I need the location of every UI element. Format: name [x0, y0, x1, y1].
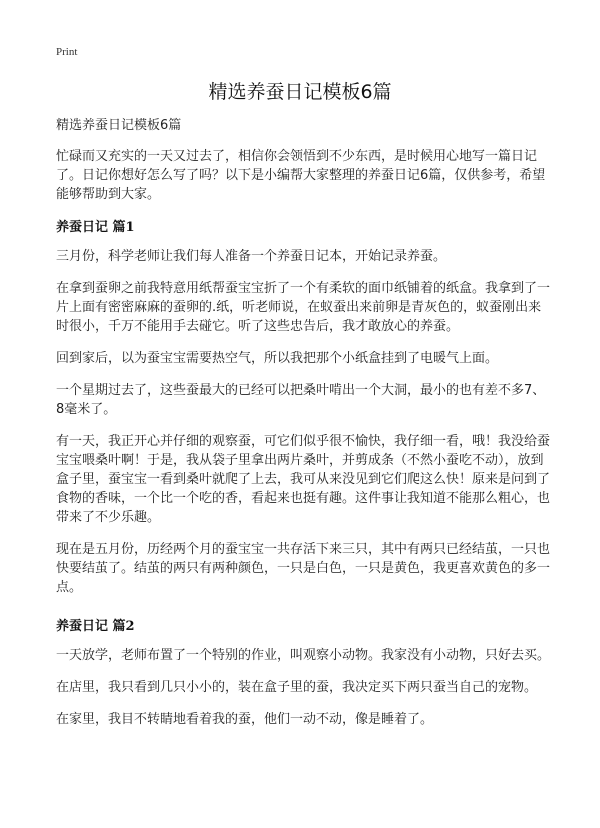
paragraph: 回到家后，以为蚕宝宝需要热空气，所以我把那个小纸盒挂到了电暖气上面。 [56, 351, 499, 366]
paragraph: 现在是五月份，历经两个月的蚕宝宝一共存活下来三只，其中有两只已经结茧，一只也快要结茧了。结茧的两只有两种颜色，一只是白色，一只是黄色，我更喜欢黄色的多一点。 [56, 542, 551, 595]
intro-paragraph: 忙碌而又充实的一天又过去了，相信你会领悟到不少东西，是时候用心地写一篇日记了。日记你想好怎么写了吗？以下是小编帮大家整理的养蚕日记6篇，仅供参考，希望能够帮助到大家。 [56, 149, 546, 202]
paragraph: 在拿到蚕卵之前我特意用纸帮蚕宝宝折了一个有柔软的面巾纸铺着的纸盒。我拿到了一片上面有密密麻麻的蚕卵的.纸，听老师说，在蚁蚕出来前卵是青灰色的，蚁蚕刚出来时很小，千万不能用手去碰它。听了这些忠告后，我才敢放心的养蚕。 [56, 281, 551, 334]
paragraph: 一个星期过去了，这些蚕最大的已经可以把桑叶啃出一个大洞，最小的也有差不多7、8毫米了。 [56, 383, 546, 417]
print-link[interactable]: Print [56, 46, 78, 58]
section-heading-2: 养蚕日记 篇2 [56, 619, 135, 634]
paragraph: 一天放学，老师布置了一个特别的作业，叫观察小动物。我家没有小动物，只好去买。 [56, 648, 551, 663]
paragraph: 三月份，科学老师让我们每人准备一个养蚕日记本，开始记录养蚕。 [56, 249, 447, 264]
paragraph: 有一天，我正开心并仔细的观察蚕，可它们似乎很不愉快，我仔细一看，哦！我没给蚕宝宝喂桑叶啊！于是，我从袋子里拿出两片桑叶，并剪成条（不然小蚕吃不动），放到盒子里，蚕宝宝一看到桑叶就爬了上去，我可从来没见到它们爬这么快！原来是问到了食物的香味，一个比一个吃的香，看起来也挺有趣。这件事让我知道不能那么粗心，也带来了不少乐趣。 [56, 434, 551, 525]
paragraph: 在家里，我目不转睛地看着我的蚕，他们一动不动，像是睡着了。 [56, 712, 434, 727]
subtitle: 精选养蚕日记模板6篇 [56, 118, 182, 133]
paragraph: 在店里，我只看到几只小小的，装在盒子里的蚕，我决定买下两只蚕当自己的宠物。 [56, 680, 538, 695]
section-heading-1: 养蚕日记 篇1 [56, 220, 135, 235]
article-body [56, 116, 550, 742]
page-title: 精选养蚕日记模板6篇 [208, 81, 392, 103]
